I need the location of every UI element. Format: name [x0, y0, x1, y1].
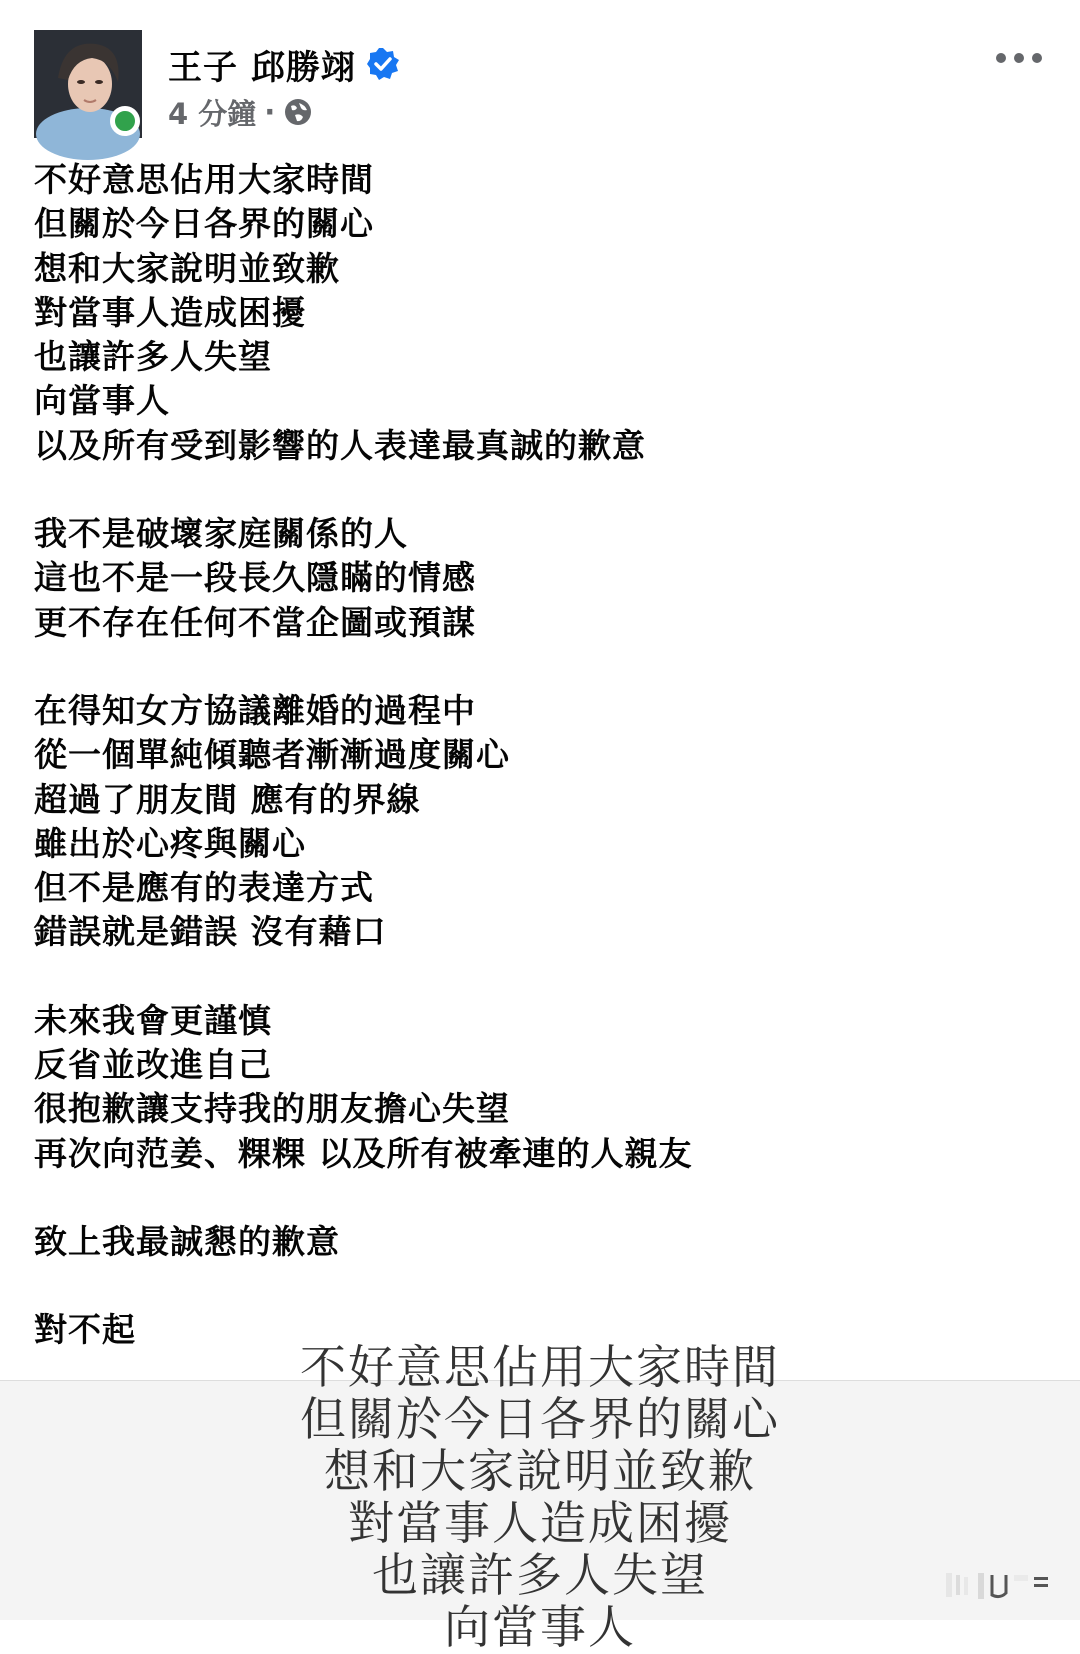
post-line: 在得知女方協議離婚的過程中: [34, 690, 476, 730]
post-line: 從一個單純傾聽者漸漸過度關心: [34, 735, 510, 775]
author-row: [168, 38, 400, 90]
online-status-indicator: [110, 106, 140, 136]
overlay-line: 想和大家說明並致歉: [324, 1444, 756, 1498]
author-name[interactable]: 王子 邱勝翊: [168, 47, 356, 88]
post-line: 以及所有受到影響的人表達最真誠的歉意: [34, 425, 646, 465]
post-line: 想和大家說明並致歉: [34, 248, 340, 288]
post-meta: [168, 92, 313, 132]
verified-badge-icon: [366, 47, 400, 81]
overlay-line: 也讓許多人失望: [372, 1548, 708, 1602]
post-line: 未來我會更謹慎: [34, 1000, 272, 1040]
post-paragraph: [34, 512, 1044, 645]
post-line: 反省並改進自己: [34, 1045, 272, 1085]
post-line: 這也不是一段長久隱瞞的情感: [34, 558, 476, 598]
post-paragraph: [34, 999, 1044, 1176]
post-line: 超過了朋友間 應有的界線: [34, 779, 421, 819]
post-line: 也讓許多人失望: [34, 337, 272, 377]
post-line: 錯誤就是錯誤 沒有藉口: [34, 912, 387, 952]
overlay-line: 不好意思佔用大家時間: [300, 1340, 780, 1394]
post-paragraph: [34, 689, 1044, 955]
enlarged-caption-overlay: [0, 1340, 1080, 1654]
post-timestamp[interactable]: 4 分鐘: [168, 96, 257, 131]
overlay-line: 對當事人造成困擾: [348, 1496, 732, 1550]
post-line: 向當事人: [34, 381, 170, 421]
post-line: 對不起: [34, 1310, 136, 1350]
post-line: 對當事人造成困擾: [34, 292, 306, 332]
post-line: 我不是破壞家庭關係的人: [34, 514, 408, 554]
corner-mark-icon: [940, 1565, 1050, 1605]
post-line: 再次向范姜、粿粿 以及所有被牽連的人親友: [34, 1133, 693, 1173]
globe-icon[interactable]: [283, 97, 313, 127]
post-paragraph: [34, 158, 1044, 468]
post-line: 但關於今日各界的關心: [34, 204, 374, 244]
post-paragraph: [34, 1220, 1044, 1264]
post-line: 更不存在任何不當企圖或預謀: [34, 602, 476, 642]
post-body: [34, 158, 1044, 1397]
overlay-line: 向當事人: [444, 1600, 636, 1654]
post-line: 很抱歉讓支持我的朋友擔心失望: [34, 1089, 510, 1129]
author-avatar[interactable]: [34, 30, 142, 138]
post-line: 致上我最誠懇的歉意: [34, 1221, 340, 1261]
more-options-icon[interactable]: [994, 48, 1044, 68]
post-line: 不好意思佔用大家時間: [34, 160, 374, 199]
post-line: 但不是應有的表達方式: [34, 868, 374, 908]
overlay-line: 但關於今日各界的關心: [300, 1392, 780, 1446]
post-line: 雖出於心疼與關心: [34, 823, 306, 863]
meta-separator: ·: [264, 95, 276, 129]
overlay-text: [0, 1341, 1080, 1653]
